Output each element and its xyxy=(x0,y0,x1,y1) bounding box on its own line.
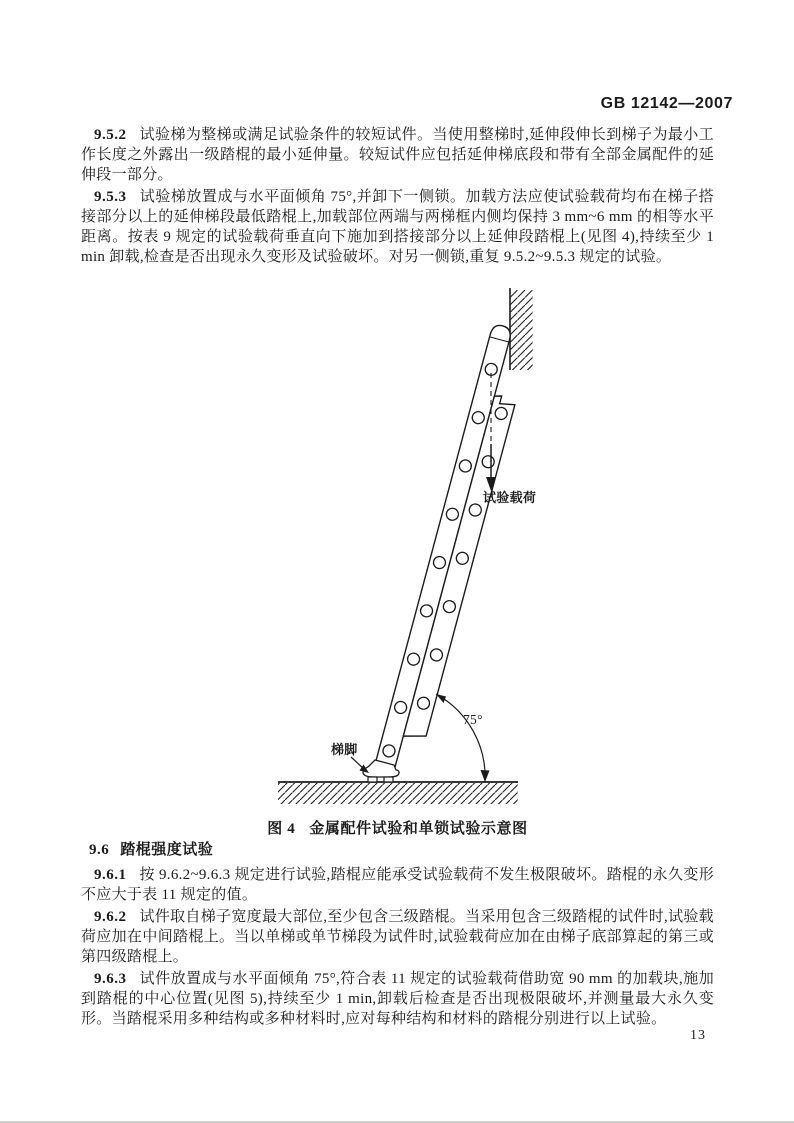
clause-text: 试件放置成与水平面倾角 75°,符合表 11 规定的试验载荷借助宽 90 mm 的加载块,施加到踏棍的中心位置(见图 5),持续至少 1 min,卸载后检查是否出现极限破坏,并测量最大永久变形。当踏棍采用多种结构或多种材料时,应对每种结构和材料的踏棍分别进行以上试验。 xyxy=(81,971,714,1027)
clause-9-6-3 xyxy=(81,969,714,1029)
clause-9-5-3 xyxy=(81,187,714,267)
clause-text: 试件取自梯子宽度最大部位,至少包含三级踏棍。当采用包含三级踏棍的试件时,试验载荷应加在中间踏棍上。当以单梯或单节梯段为试件时,试验载荷应加在由梯子底部算起的第三或第四级踏棍上。 xyxy=(81,909,714,965)
clause-number: 9.6.3 xyxy=(94,971,127,987)
standard-code-header: GB 12142—2007 xyxy=(600,95,733,112)
clause-9-5-2 xyxy=(81,125,714,185)
section-title: 踏棍强度试验 xyxy=(120,842,214,858)
page-number: 13 xyxy=(690,1028,706,1043)
figure-caption xyxy=(81,819,714,839)
ladder-test-diagram xyxy=(255,282,560,820)
figure-caption-title: 金属配件试验和单锁试验示意图 xyxy=(309,821,528,837)
clause-number: 9.6.2 xyxy=(94,909,127,925)
arc-arrowhead-lower xyxy=(481,770,490,782)
figure-caption-number: 图 4 xyxy=(267,821,296,837)
foot-label: 梯脚 xyxy=(331,742,358,757)
figure-4 xyxy=(81,267,714,819)
clause-text: 试验梯为整梯或满足试验条件的较短试件。当使用整梯时,延伸段伸长到梯子为最小工作长度之外露出一级踏棍的最小延伸量。较短试件应包括延伸梯底段和带有全部金属配件的延伸段一部分。 xyxy=(81,127,714,183)
clause-number: 9.5.2 xyxy=(94,127,127,143)
clause-9-6-1 xyxy=(81,865,714,905)
clause-text: 按 9.6.2~9.6.3 规定进行试验,踏棍应能承受试验载荷不发生极限破坏。踏棍的永久变形不应大于表 11 规定的值。 xyxy=(81,867,714,903)
section-number: 9.6 xyxy=(89,842,110,858)
load-label: 试验载荷 xyxy=(483,490,537,505)
foot-tab-right xyxy=(384,777,393,782)
angle-label: 75° xyxy=(463,712,483,727)
text-column xyxy=(81,125,714,1029)
arc-arrowhead-upper xyxy=(436,694,446,703)
wall-hatching xyxy=(510,290,533,370)
clause-number: 9.6.1 xyxy=(94,867,127,883)
section-heading-9-6 xyxy=(81,840,714,860)
ground-hatching xyxy=(278,783,518,804)
foot-tab-left xyxy=(368,777,377,782)
clause-number: 9.5.3 xyxy=(94,189,127,205)
angle-arc xyxy=(436,694,485,782)
clause-9-6-2 xyxy=(81,907,714,967)
ladder xyxy=(375,323,533,773)
clause-text: 试验梯放置成与水平面倾角 75°,并卸下一侧锁。加载方法应使试验载荷均布在梯子搭接部分以上的延伸梯段最低踏棍上,加载部位两端与两梯框内侧均保持 3 mm~6 mm 的相等水平距离。按表 9 规定的试验载荷垂直向下施加到搭接部分以上延伸段踏棍上(见图 4),持续至少 1 min 卸载,检查是否出现永久变形及试验破坏。对另一侧锁,重复 9.5.2~9.5.3 规定的试验。 xyxy=(81,189,714,265)
